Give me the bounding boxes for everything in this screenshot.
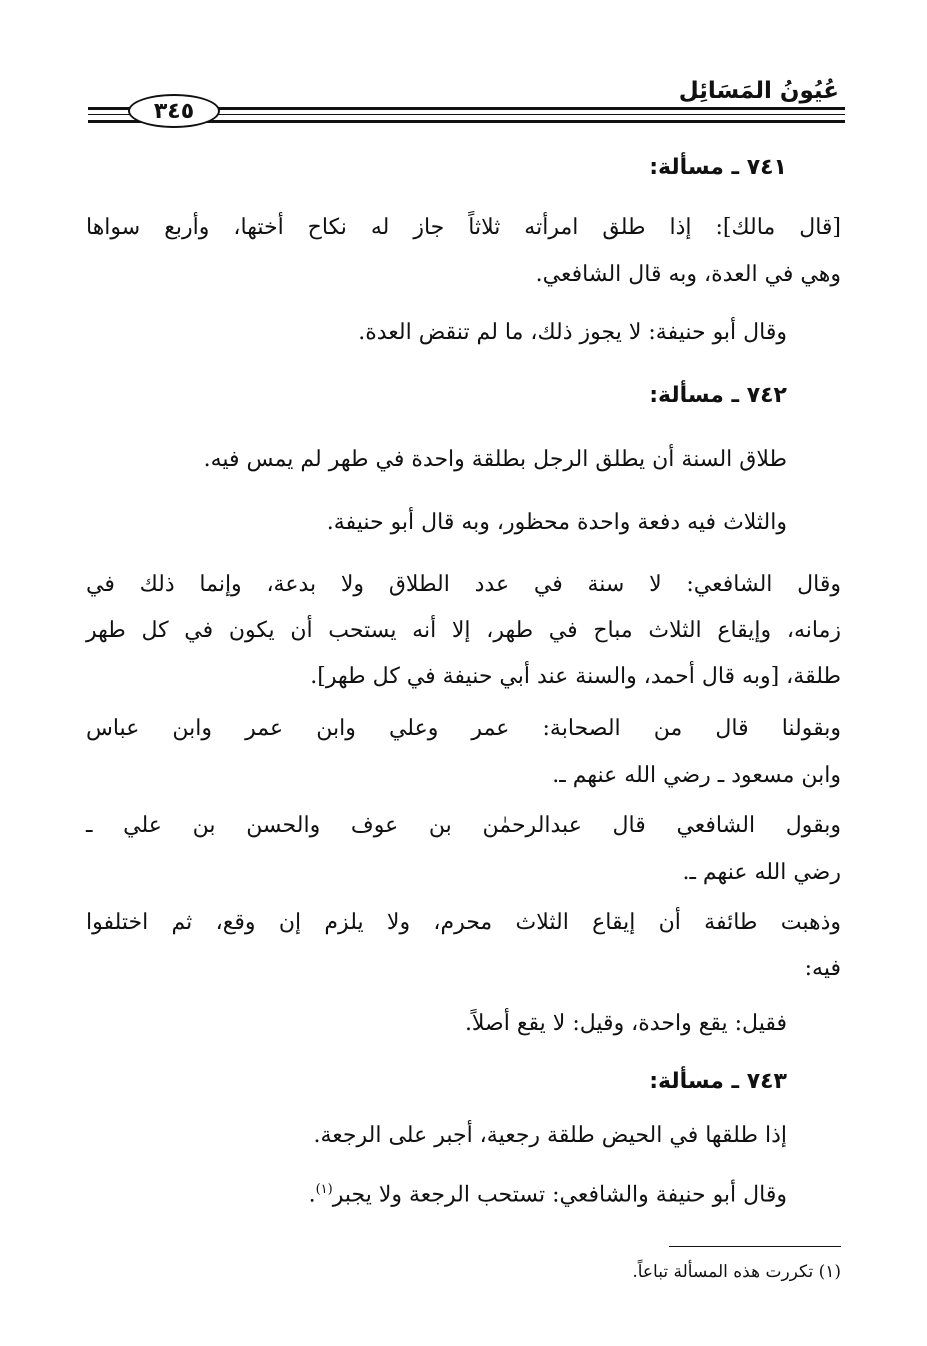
paragraph-line: إذا طلقها في الحيض طلقة رجعية، أجبر على الرجعة. bbox=[313, 1123, 787, 1148]
paragraph-line bbox=[309, 1183, 787, 1206]
paragraph-line: فيه: bbox=[804, 956, 841, 981]
issue-heading-741: ٧٤١ ـ مسألة: bbox=[649, 155, 787, 180]
footnote-reference[interactable]: (١) bbox=[315, 1182, 333, 1197]
footnote: (١) تكررت هذه المسألة تباعاً. bbox=[632, 1262, 841, 1282]
paragraph-line: وقال أبو حنيفة: لا يجوز ذلك، ما لم تنقض العدة. bbox=[358, 320, 787, 345]
paragraph-text: وقال أبو حنيفة والشافعي: تستحب الرجعة ولا يجبر bbox=[332, 1182, 787, 1208]
paragraph-line: وهي في العدة، وبه قال الشافعي. bbox=[535, 262, 841, 287]
issue-heading-742: ٧٤٢ ـ مسألة: bbox=[649, 383, 787, 408]
paragraph-line: وبقولنا قال من الصحابة: عمر وعلي وابن عمر وابن عباس bbox=[86, 716, 841, 741]
paragraph-line: وبقول الشافعي قال عبدالرحمٰن بن عوف والحسن بن علي ـ bbox=[86, 813, 841, 838]
paragraph-line: طلقة، [وبه قال أحمد، والسنة عند أبي حنيفة في كل طهر]. bbox=[310, 664, 841, 689]
paragraph-line: وذهبت طائفة أن إيقاع الثلاث محرم، ولا يلزم إن وقع، ثم اختلفوا bbox=[86, 910, 841, 935]
paragraph-line: وابن مسعود ـ رضي الله عنهم ـ. bbox=[552, 763, 841, 788]
page-number: ٣٤٥ bbox=[153, 98, 195, 124]
issue-heading-743: ٧٤٣ ـ مسألة: bbox=[649, 1069, 787, 1094]
page-number-badge bbox=[128, 94, 220, 128]
paragraph-line: [قال مالك]: إذا طلق امرأته ثلاثاً جاز له نكاح أختها، وأربع سواها bbox=[86, 215, 841, 240]
paragraph-line: طلاق السنة أن يطلق الرجل بطلقة واحدة في طهر لم يمس فيه. bbox=[203, 447, 787, 472]
paragraph-line: زمانه، وإيقاع الثلاث مباح في طهر، إلا أنه يستحب أن يكون في كل طهر bbox=[86, 618, 841, 643]
paragraph-end: . bbox=[308, 1182, 316, 1208]
paragraph-line: وقال الشافعي: لا سنة في عدد الطلاق ولا بدعة، وإنما ذلك في bbox=[86, 572, 841, 597]
paragraph-line: فقيل: يقع واحدة، وقيل: لا يقع أصلاً. bbox=[464, 1011, 787, 1036]
running-title: عُيُونُ المَسَائِل bbox=[678, 78, 839, 104]
paragraph-line: رضي الله عنهم ـ. bbox=[682, 860, 841, 885]
paragraph-line: والثلاث فيه دفعة واحدة محظور، وبه قال أبو حنيفة. bbox=[326, 510, 787, 535]
footnote-rule bbox=[669, 1246, 841, 1247]
